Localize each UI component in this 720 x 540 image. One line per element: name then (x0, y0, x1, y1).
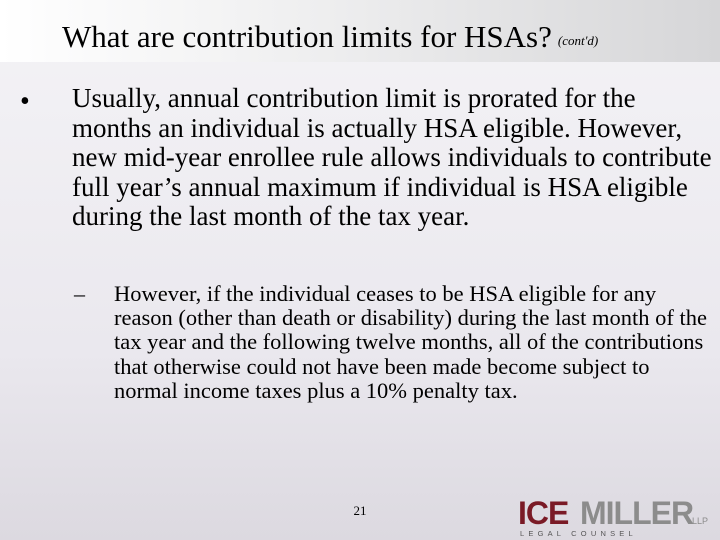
slide-title (62, 20, 598, 58)
bullet-marker: • (20, 86, 30, 117)
sub-bullet-text: However, if the individual ceases to be HSA eligible for any reason (other than death or disability) during the last month of the tax year and the following twelve months, all of the contributions that otherwise could not have been made become subject to normal income taxes plus a 10% penalty tax. (114, 281, 707, 403)
ice-miller-logo (514, 492, 714, 538)
page-number: 21 (353, 503, 367, 518)
logo-word-ice: ICE (518, 495, 569, 531)
logo-suffix-llp: LLP (692, 516, 709, 526)
bullet-text: Usually, annual contribution limit is prorated for the months an individual is actually HSA eligible. However, new mid-year enrollee rule allows individuals to contribute full year’s annual maximum if individual is HSA eligible during the last month of the tax year. (72, 83, 712, 231)
sub-bullet-marker: – (74, 281, 85, 306)
slide-title-text: What are contribution limits for HSAs? (62, 19, 552, 54)
slide-title-suffix: (cont'd) (557, 33, 599, 48)
logo-word-miller: MILLER (580, 495, 694, 531)
logo-tagline: LEGAL COUNSEL (520, 529, 637, 538)
